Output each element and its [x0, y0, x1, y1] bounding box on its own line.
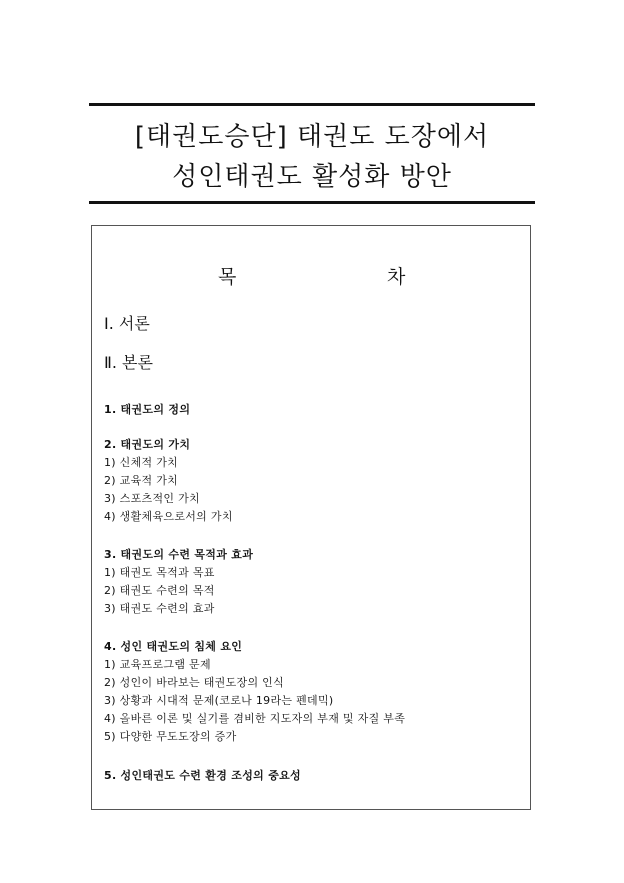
toc-subitem: 1) 교육프로그램 문제	[104, 658, 211, 671]
toc-subitem: 1) 신체적 가치	[104, 456, 179, 469]
title-bottom-rule	[89, 201, 535, 204]
toc-subitem: 2) 태권도 수련의 목적	[104, 584, 215, 597]
toc-subitem: 2) 성인이 바라보는 태권도장의 인식	[104, 676, 285, 689]
toc-part-introduction: Ⅰ. 서론	[104, 314, 150, 333]
toc-section-2: 2. 태권도의 가치	[104, 438, 191, 451]
toc-subitem: 2) 교육적 가치	[104, 474, 179, 487]
toc-subitem: 4) 올바른 이론 및 실기를 겸비한 지도자의 부재 및 자질 부족	[104, 712, 406, 725]
toc-section-5: 5. 성인태권도 수련 환경 조성의 중요성	[104, 769, 301, 782]
toc-part-body: Ⅱ. 본론	[104, 353, 153, 372]
toc-section-4: 4. 성인 태권도의 침체 요인	[104, 640, 243, 653]
toc-heading-left: 목	[218, 266, 237, 288]
toc-subitem: 5) 다양한 무도도장의 증가	[104, 730, 237, 743]
toc-subitem: 3) 태권도 수련의 효과	[104, 602, 215, 615]
toc-section-3: 3. 태권도의 수련 목적과 효과	[104, 548, 254, 561]
toc-section-1: 1. 태권도의 정의	[104, 403, 191, 416]
toc-subitem: 4) 생활체육으로서의 가치	[104, 510, 233, 523]
title-top-rule	[89, 103, 535, 106]
document-title-line-1: [태권도승단] 태권도 도장에서	[134, 122, 490, 152]
toc-subitem: 3) 상황과 시대적 문제(코로나 19라는 펜데믹)	[104, 694, 334, 707]
toc-subitem: 1) 태권도 목적과 목표	[104, 566, 215, 579]
toc-subitem: 3) 스포츠적인 가치	[104, 492, 200, 505]
toc-heading-right: 차	[387, 266, 406, 288]
document-title-line-2: 성인태권도 활성화 방안	[172, 162, 452, 192]
